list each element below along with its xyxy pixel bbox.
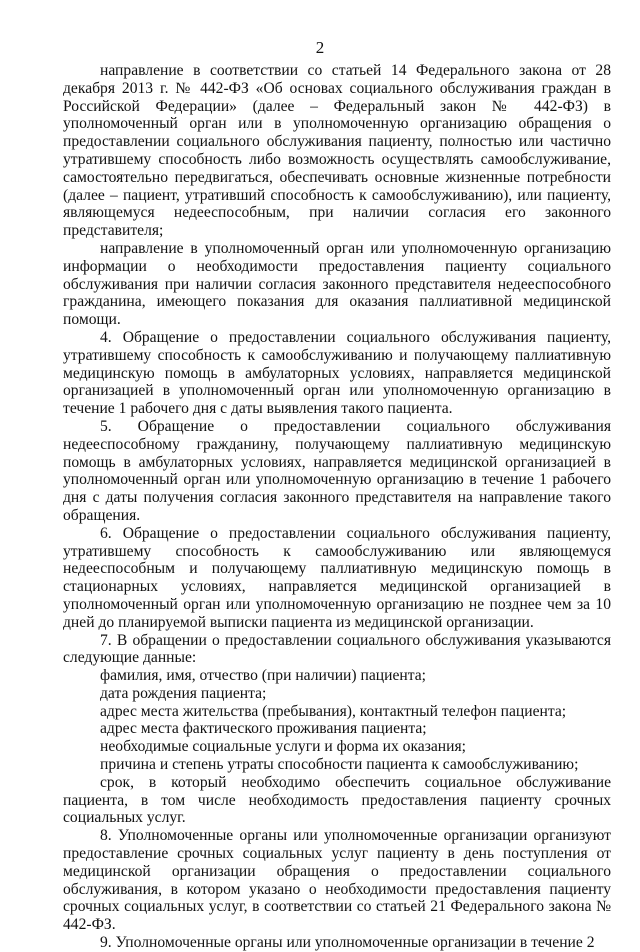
paragraph-item-7: 7. В обращении о предоставлении социального обслуживания указываются следующие данные: <box>63 631 611 667</box>
list-item-full-name: фамилия, имя, отчество (при наличии) пациента; <box>100 667 426 685</box>
paragraph-item-9: 9. Уполномоченные органы или уполномоченные организации в течение 2 <box>100 934 595 952</box>
paragraph-item-6: 6. Обращение о предоставлении социального обслуживания пациенту, утратившему способность к самообслуживанию или являющемуся недееспособным и получающему паллиативную медицинскую помощь в стационарных условиях, направляется медицинской организацией в уполномоченный орган или уполномоченную организацию не позднее чем за 10 дней до планируемой выписки пациента из медицинской организации. <box>63 524 611 631</box>
page-number: 2 <box>315 38 325 57</box>
list-item-service-deadline: срок, в который необходимо обеспечить социальное обслуживание пациента, в том числе необходимость предоставления пациенту срочных социальных услуг. <box>63 773 611 827</box>
paragraph-item-8: 8. Уполномоченные органы или уполномоченные организации организуют предоставление срочных социальных услуг пациенту в день поступления от медицинской организации обращения о предоставлении социального обслуживания, в котором указано о необходимости предоставления пациенту срочных социальных услуг, в соответствии со статьей 21 Федерального закона № 442-ФЗ. <box>63 827 611 934</box>
paragraph-item-4: 4. Обращение о предоставлении социального обслуживания пациенту, утратившему способность к самообслуживанию и получающему паллиативную медицинскую помощь в амбулаторных условиях, направляется медицинской организацией в уполномоченный орган или уполномоченную организацию в течение 1 рабочего дня с даты выявления такого пациента. <box>63 328 611 418</box>
paragraph-item-5: 5. Обращение о предоставлении социального обслуживания недееспособному гражданину, получающему паллиативную медицинскую помощь в амбулаторных условиях, направляется медицинской организацией в уполномоченный орган или уполномоченную организацию в течение 1 рабочего дня с даты получения согласия законного представителя на направление такого обращения. <box>63 417 611 524</box>
list-item-actual-address: адрес места фактического проживания пациента; <box>100 720 427 738</box>
list-item-residence-address: адрес места жительства (пребывания), контактный телефон пациента; <box>100 702 567 720</box>
paragraph-referral-application: направление в соответствии со статьей 14 Федерального закона от 28 декабря 2013 г. № 442-ФЗ «Об основах социального обслуживания граждан в Российской Федерации» (далее – Федеральный закон № 442-ФЗ) в уполномоченный орган или в уполномоченную организацию обращения о предоставлении социального обслуживания пациенту, полностью или частично утратившему способность либо возможность осуществлять самообслуживание, самостоятельно передвигаться, обеспечивать основные жизненные потребности (далее – пациент, утративший способность к самообслуживанию), или пациенту, являющемуся недееспособным, при наличии согласия его законного представителя; <box>63 62 611 240</box>
paragraph-referral-information: направление в уполномоченный орган или уполномоченную организацию информации о необходимости предоставления пациенту социального обслуживания при наличии согласия законного представителя недееспособного гражданина, имеющего показания для оказания паллиативной медицинской помощи. <box>63 239 611 329</box>
list-item-birth-date: дата рождения пациента; <box>100 684 267 702</box>
document-body <box>63 62 611 952</box>
list-item-services: необходимые социальные услуги и форма их оказания; <box>100 738 466 756</box>
list-item-disability-reason: причина и степень утраты способности пациента к самообслуживанию; <box>100 756 579 774</box>
